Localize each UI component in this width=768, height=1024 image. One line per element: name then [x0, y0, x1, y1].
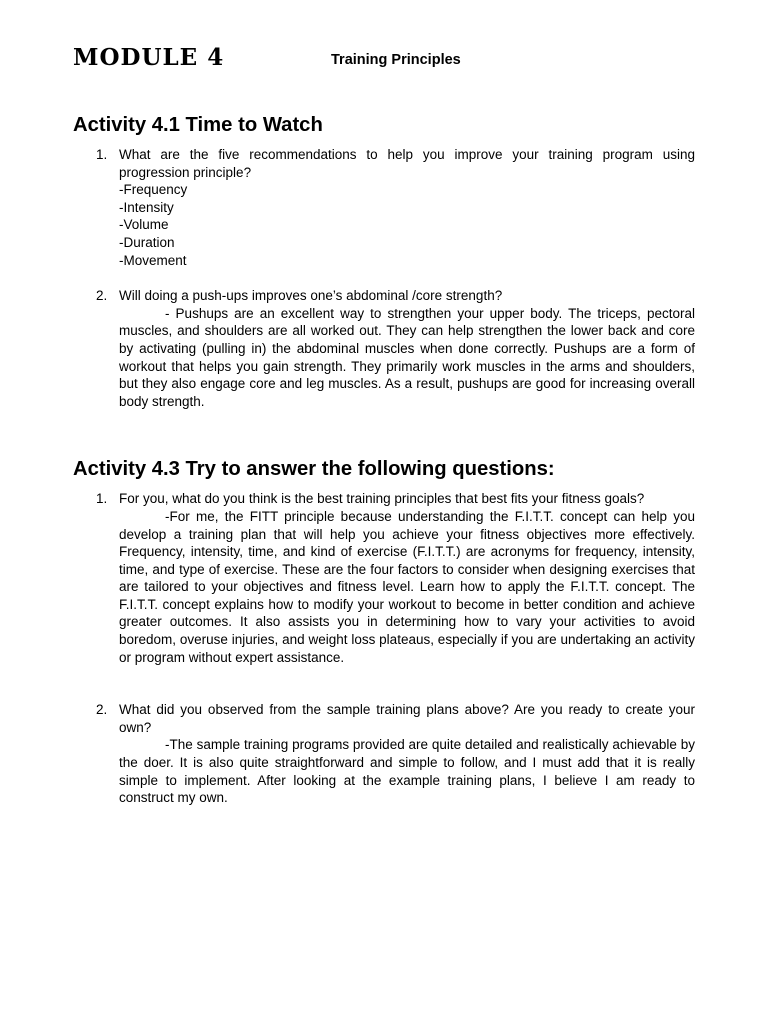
document-body [73, 114, 695, 807]
question-text: For you, what do you think is the best training principles that best fits your fitness goals? [119, 491, 645, 507]
answer-item: -Intensity [119, 199, 174, 215]
activity-4-1-questions [73, 146, 695, 410]
answer-item: -Frequency [119, 182, 188, 198]
module-title: MODULE 4 [73, 44, 225, 71]
question-item [73, 146, 695, 269]
activity-4-3-questions [73, 490, 695, 807]
activity-4-3-section [73, 458, 695, 807]
question-item [73, 287, 695, 410]
question-item [73, 490, 695, 666]
answer-item: -Movement [119, 252, 187, 268]
activity-4-1-section [73, 114, 695, 410]
question-number: 1. [96, 491, 108, 507]
answer-item: -Volume [119, 217, 169, 233]
question-text: What are the five recommendations to help you improve your training program using progression principle? [119, 147, 695, 180]
answer-list [119, 181, 695, 269]
activity-4-3-heading: Activity 4.3 Try to answer the following questions: [73, 458, 555, 481]
question-number: 2. [96, 702, 108, 718]
question-text: What did you observed from the sample training plans above? Are you ready to create your own? [119, 702, 695, 735]
topic-title: Training Principles [331, 52, 461, 68]
question-text: Will doing a push-ups improves one’s abdominal /core strength? [119, 288, 503, 304]
answer-item: -Duration [119, 234, 175, 250]
page-header [73, 44, 713, 74]
question-item [73, 701, 695, 807]
question-number: 1. [96, 147, 108, 162]
question-number: 2. [96, 288, 108, 304]
activity-4-1-heading: Activity 4.1 Time to Watch [73, 114, 323, 136]
answer-paragraph: -The sample training programs provided are quite detailed and realistically achievable by the doer. It is also quite straightforward and simple to follow, and I must add that it is really simple to implement. After looking at the example training plans, I believe I am ready to construct my own. [119, 737, 695, 806]
answer-paragraph: -For me, the FITT principle because understanding the F.I.T.T. concept can help you develop a training plan that will help you achieve your fitness objectives more effectively. Frequency, intensity, time, and kind of exercise (F.I.T.T.) are acronyms for frequency, intensity, time, and type of exercise. These are the four factors to consider when designing exercises that are tailored to your objectives and fitness level. Learn how to apply the F.I.T.T. concept. The F.I.T.T. concept explains how to modify your workout to become in better condition and achieve greater outcomes. It also assists you in determining how to vary your activities to avoid boredom, overuse injuries, and weight loss plateaus, especially if you are undertaking an activity or program without expert assistance. [119, 508, 695, 665]
answer-paragraph: - Pushups are an excellent way to strengthen your upper body. The triceps, pectoral muscles, and shoulders are all worked out. They can help strengthen the lower back and core by activating (pulling in) the abdominal muscles when done correctly. Pushups are a form of workout that helps you gain strength. They primarily work muscles in the arms and shoulders, but they also engage core and leg muscles. As a result, pushups are good for increasing overall body strength. [119, 305, 695, 409]
